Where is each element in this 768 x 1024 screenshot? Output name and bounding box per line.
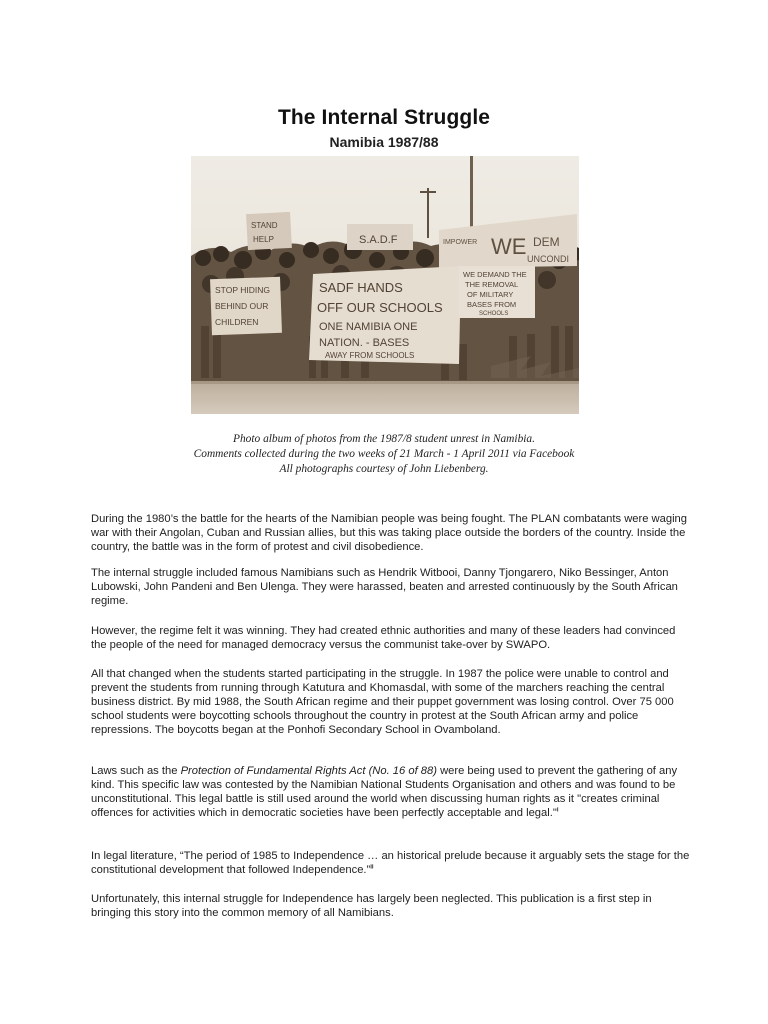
svg-text:NATION. - BASES: NATION. - BASES bbox=[319, 337, 410, 349]
paragraph-4 bbox=[91, 667, 691, 737]
svg-text:AWAY FROM SCHOOLS: AWAY FROM SCHOOLS bbox=[325, 351, 415, 360]
paragraph-3 bbox=[91, 624, 691, 652]
paragraph-7 bbox=[91, 892, 691, 920]
caption-line-1: Photo album of photos from the 1987/8 student unrest in Namibia. bbox=[233, 433, 535, 445]
paragraph-3-text: However, the regime felt it was winning. They had created ethnic authorities and many of these leaders had convinced the people of the need for managed democracy versus the communist take-over by SWAPO. bbox=[91, 625, 676, 652]
footnote-marker-2[interactable]: ii bbox=[370, 864, 374, 871]
svg-text:SADF HANDS: SADF HANDS bbox=[319, 280, 403, 295]
svg-text:WE: WE bbox=[491, 234, 527, 259]
caption-line-2: Comments collected during the two weeks of 21 March - 1 April 2011 via Facebook bbox=[193, 448, 575, 460]
paragraph-6-body: In legal literature, “The period of 1985 to Independence … an historical prelude because it arguably sets the stage for the constitutional development that followed Independence.” bbox=[91, 850, 690, 877]
svg-text:DEM: DEM bbox=[533, 235, 560, 249]
svg-text:BEHIND OUR: BEHIND OUR bbox=[215, 301, 269, 311]
paragraph-2-text: The internal struggle included famous Namibians such as Hendrik Witbooi, Danny Tjongarero, Niko Bessinger, Anton Lubowski, John Pandeni and Ben Ulenga. They were harassed, beaten and arrested continuously by the South African regime. bbox=[91, 567, 678, 608]
svg-text:OFF OUR SCHOOLS: OFF OUR SCHOOLS bbox=[317, 300, 443, 315]
paragraph-5 bbox=[91, 764, 691, 820]
svg-text:STOP HIDING: STOP HIDING bbox=[215, 285, 270, 295]
paragraph-6 bbox=[91, 849, 691, 877]
protest-photo bbox=[191, 156, 579, 414]
paragraph-6-text bbox=[91, 849, 691, 877]
svg-text:THE REMOVAL: THE REMOVAL bbox=[465, 280, 519, 289]
caption-line-3: All photographs courtesy of John Liebenberg. bbox=[279, 463, 489, 475]
paragraph-7-text: Unfortunately, this internal struggle for Independence has largely been neglected. This publication is a first step in bringing this story into the common memory of all Namibians. bbox=[91, 893, 652, 920]
svg-text:UNCONDI: UNCONDI bbox=[527, 254, 569, 264]
paragraph-5-body: were being used to prevent the gathering of any kind. This specific law was contested by the Namibian National Students Organisation and others and was found to be unconstitutional. This legal battle is still used around the world when discussing human rights as it "creates criminal offences for activities which in democratic societies have been perfectly acceptable and legal." bbox=[91, 765, 678, 820]
svg-text:CHILDREN: CHILDREN bbox=[215, 317, 259, 327]
paragraph-1 bbox=[91, 512, 691, 554]
paragraph-4-text: All that changed when the students started participating in the struggle. In 1987 the police were unable to control and prevent the students from running through Katutura and Khomasdal, with some of the marchers reaching the central business district. By mid 1988, the South African regime and their puppet government was losing control. Over 75 000 school students were boycotting schools throughout the country in protest at the South African army and police repressions. The boycotts began at the Ponhofi Secondary School in Ovamboland. bbox=[91, 668, 674, 737]
svg-text:IMPOWER: IMPOWER bbox=[443, 239, 478, 246]
paragraph-5-intro: Laws such as the bbox=[91, 765, 181, 777]
page-title: The Internal Struggle bbox=[277, 106, 491, 130]
svg-text:S.A.D.F: S.A.D.F bbox=[359, 234, 398, 246]
svg-text:HELP: HELP bbox=[253, 235, 274, 244]
svg-text:BASES FROM: BASES FROM bbox=[467, 300, 517, 309]
svg-text:ONE NAMIBIA ONE: ONE NAMIBIA ONE bbox=[319, 321, 418, 333]
svg-text:WE DEMAND THE: WE DEMAND THE bbox=[463, 270, 527, 279]
paragraph-2 bbox=[91, 566, 691, 608]
svg-text:STAND: STAND bbox=[251, 221, 278, 230]
svg-text:OF MILITARY: OF MILITARY bbox=[467, 290, 514, 299]
paragraph-1-text: During the 1980’s the battle for the hearts of the Namibian people was being fought. The PLAN combatants were waging war with their Angolan, Cuban and Russian allies, but this was taking place outside the borders of the country. Inside the country, the battle was in the form of protest and civil disobedience. bbox=[91, 513, 688, 554]
svg-text:SCHOOLS: SCHOOLS bbox=[479, 311, 509, 317]
paragraph-5-text bbox=[91, 764, 691, 820]
photo-caption bbox=[0, 432, 768, 477]
act-title: Protection of Fundamental Rights Act (No. 16 of 88) bbox=[180, 765, 437, 777]
footnote-marker-1[interactable]: i bbox=[556, 807, 559, 814]
page-subtitle: Namibia 1987/88 bbox=[329, 134, 439, 150]
